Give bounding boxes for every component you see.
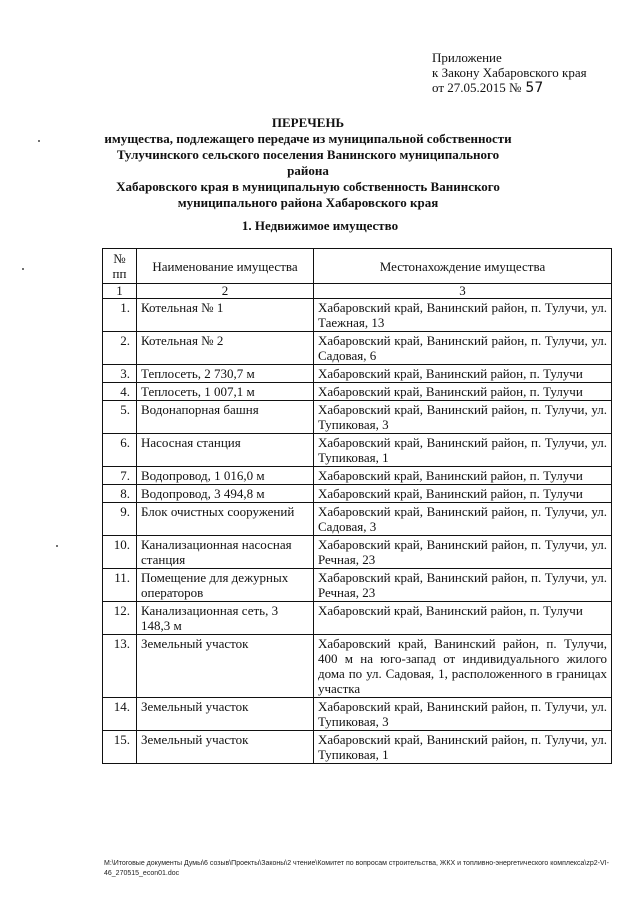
row-number: 5. xyxy=(103,401,137,434)
row-number: 7. xyxy=(103,467,137,485)
row-number: 4. xyxy=(103,383,137,401)
property-name: Теплосеть, 2 730,7 м xyxy=(137,365,314,383)
header-number-line-1: № xyxy=(113,251,126,266)
property-name: Земельный участок xyxy=(137,731,314,764)
property-name: Земельный участок xyxy=(137,635,314,698)
law-number: 57 xyxy=(525,80,544,96)
property-name: Водонапорная башня xyxy=(137,401,314,434)
table-row xyxy=(103,602,612,635)
property-name: Котельная № 2 xyxy=(137,332,314,365)
property-name: Котельная № 1 xyxy=(137,299,314,332)
row-number: 9. xyxy=(103,503,137,536)
appendix-date: от 27.05.2015 № xyxy=(432,80,522,95)
table-body xyxy=(103,299,612,764)
property-location: Хабаровский край, Ванинский район, п. Тулучи, ул. Речная, 23 xyxy=(314,569,612,602)
property-location: Хабаровский край, Ванинский район, п. Тулучи xyxy=(314,602,612,635)
appendix-line-1: Приложение xyxy=(432,50,502,65)
header-location: Местонахождение имущества xyxy=(314,249,612,284)
column-number: 1 xyxy=(103,284,137,299)
table-row xyxy=(103,401,612,434)
table-row xyxy=(103,332,612,365)
title-subtitle-line: имущества, подлежащего передаче из муниципальной собственности xyxy=(104,131,512,146)
property-location: Хабаровский край, Ванинский район, п. Тулучи, ул. Тупиковая, 1 xyxy=(314,434,612,467)
property-location: Хабаровский край, Ванинский район, п. Тулучи, ул. Тупиковая, 1 xyxy=(314,731,612,764)
appendix-note xyxy=(432,50,587,96)
row-number: 6. xyxy=(103,434,137,467)
row-number: 13. xyxy=(103,635,137,698)
table-row xyxy=(103,635,612,698)
section-heading: 1. Недвижимое имущество xyxy=(241,218,399,233)
property-name: Насосная станция xyxy=(137,434,314,467)
column-number: 3 xyxy=(314,284,612,299)
header-number xyxy=(103,249,137,284)
property-location: Хабаровский край, Ванинский район, п. Тулучи xyxy=(314,485,612,503)
table-row xyxy=(103,434,612,467)
title-subtitle-line: муниципального района Хабаровского края xyxy=(177,195,439,210)
property-name: Помещение для дежурных операторов xyxy=(137,569,314,602)
property-name: Канализационная сеть, 3 148,3 м xyxy=(137,602,314,635)
header-number-line-2: пп xyxy=(112,266,127,281)
property-location: Хабаровский край, Ванинский район, п. Тулучи, ул. Таежная, 13 xyxy=(314,299,612,332)
scan-speck xyxy=(38,140,40,142)
property-name: Водопровод, 1 016,0 м xyxy=(137,467,314,485)
title-heading: ПЕРЕЧЕНЬ xyxy=(271,115,345,130)
property-name: Канализационная насосная станция xyxy=(137,536,314,569)
property-name: Теплосеть, 1 007,1 м xyxy=(137,383,314,401)
row-number: 11. xyxy=(103,569,137,602)
title-subtitle-line: Хабаровского края в муниципальную собственность Ванинского xyxy=(116,179,500,194)
table-row xyxy=(103,383,612,401)
table-row xyxy=(103,299,612,332)
column-number: 2 xyxy=(137,284,314,299)
table-header-row xyxy=(103,249,612,284)
row-number: 14. xyxy=(103,698,137,731)
row-number: 1. xyxy=(103,299,137,332)
property-name: Водопровод, 3 494,8 м xyxy=(137,485,314,503)
property-location: Хабаровский край, Ванинский район, п. Тулучи xyxy=(314,467,612,485)
table-row xyxy=(103,731,612,764)
title-subtitle-line: Тулучинского сельского поселения Ванинского муниципального района xyxy=(116,147,500,178)
table-row xyxy=(103,485,612,503)
table-row xyxy=(103,698,612,731)
property-location: Хабаровский край, Ванинский район, п. Тулучи, ул. Речная, 23 xyxy=(314,536,612,569)
property-location: Хабаровский край, Ванинский район, п. Тулучи, ул. Тупиковая, 3 xyxy=(314,401,612,434)
property-location: Хабаровский край, Ванинский район, п. Тулучи xyxy=(314,365,612,383)
property-location: Хабаровский край, Ванинский район, п. Тулучи, ул. Садовая, 6 xyxy=(314,332,612,365)
property-name: Земельный участок xyxy=(137,698,314,731)
table-row xyxy=(103,503,612,536)
property-location: Хабаровский край, Ванинский район, п. Тулучи, ул. Тупиковая, 3 xyxy=(314,698,612,731)
property-location: Хабаровский край, Ванинский район, п. Тулучи, ул. Садовая, 3 xyxy=(314,503,612,536)
row-number: 8. xyxy=(103,485,137,503)
file-path-footer: М:\Итоговые документы Думы\6 созыв\Проекты\Законы\2 чтение\Комитет по вопросам строительства, ЖКХ и топливно-энергетического комплекса\zp2-VI-46_270515_econ01.doc xyxy=(104,860,609,877)
property-table xyxy=(102,248,612,764)
property-location: Хабаровский край, Ванинский район, п. Тулучи xyxy=(314,383,612,401)
scan-speck xyxy=(56,545,58,547)
row-number: 2. xyxy=(103,332,137,365)
row-number: 12. xyxy=(103,602,137,635)
scan-speck xyxy=(22,268,24,270)
document-title xyxy=(100,115,516,211)
table-row xyxy=(103,467,612,485)
table-row xyxy=(103,365,612,383)
column-number-row xyxy=(103,284,612,299)
property-location: Хабаровский край, Ванинский район, п. Тулучи, 400 м на юго-запад от индивидуального жилого дома по ул. Садовая, 1, расположенного в границах участка xyxy=(314,635,612,698)
appendix-line-2: к Закону Хабаровского края xyxy=(432,65,587,80)
row-number: 3. xyxy=(103,365,137,383)
table-row xyxy=(103,536,612,569)
table-row xyxy=(103,569,612,602)
row-number: 10. xyxy=(103,536,137,569)
property-name: Блок очистных сооружений xyxy=(137,503,314,536)
appendix-line-3 xyxy=(432,80,587,96)
header-name: Наименование имущества xyxy=(137,249,314,284)
row-number: 15. xyxy=(103,731,137,764)
